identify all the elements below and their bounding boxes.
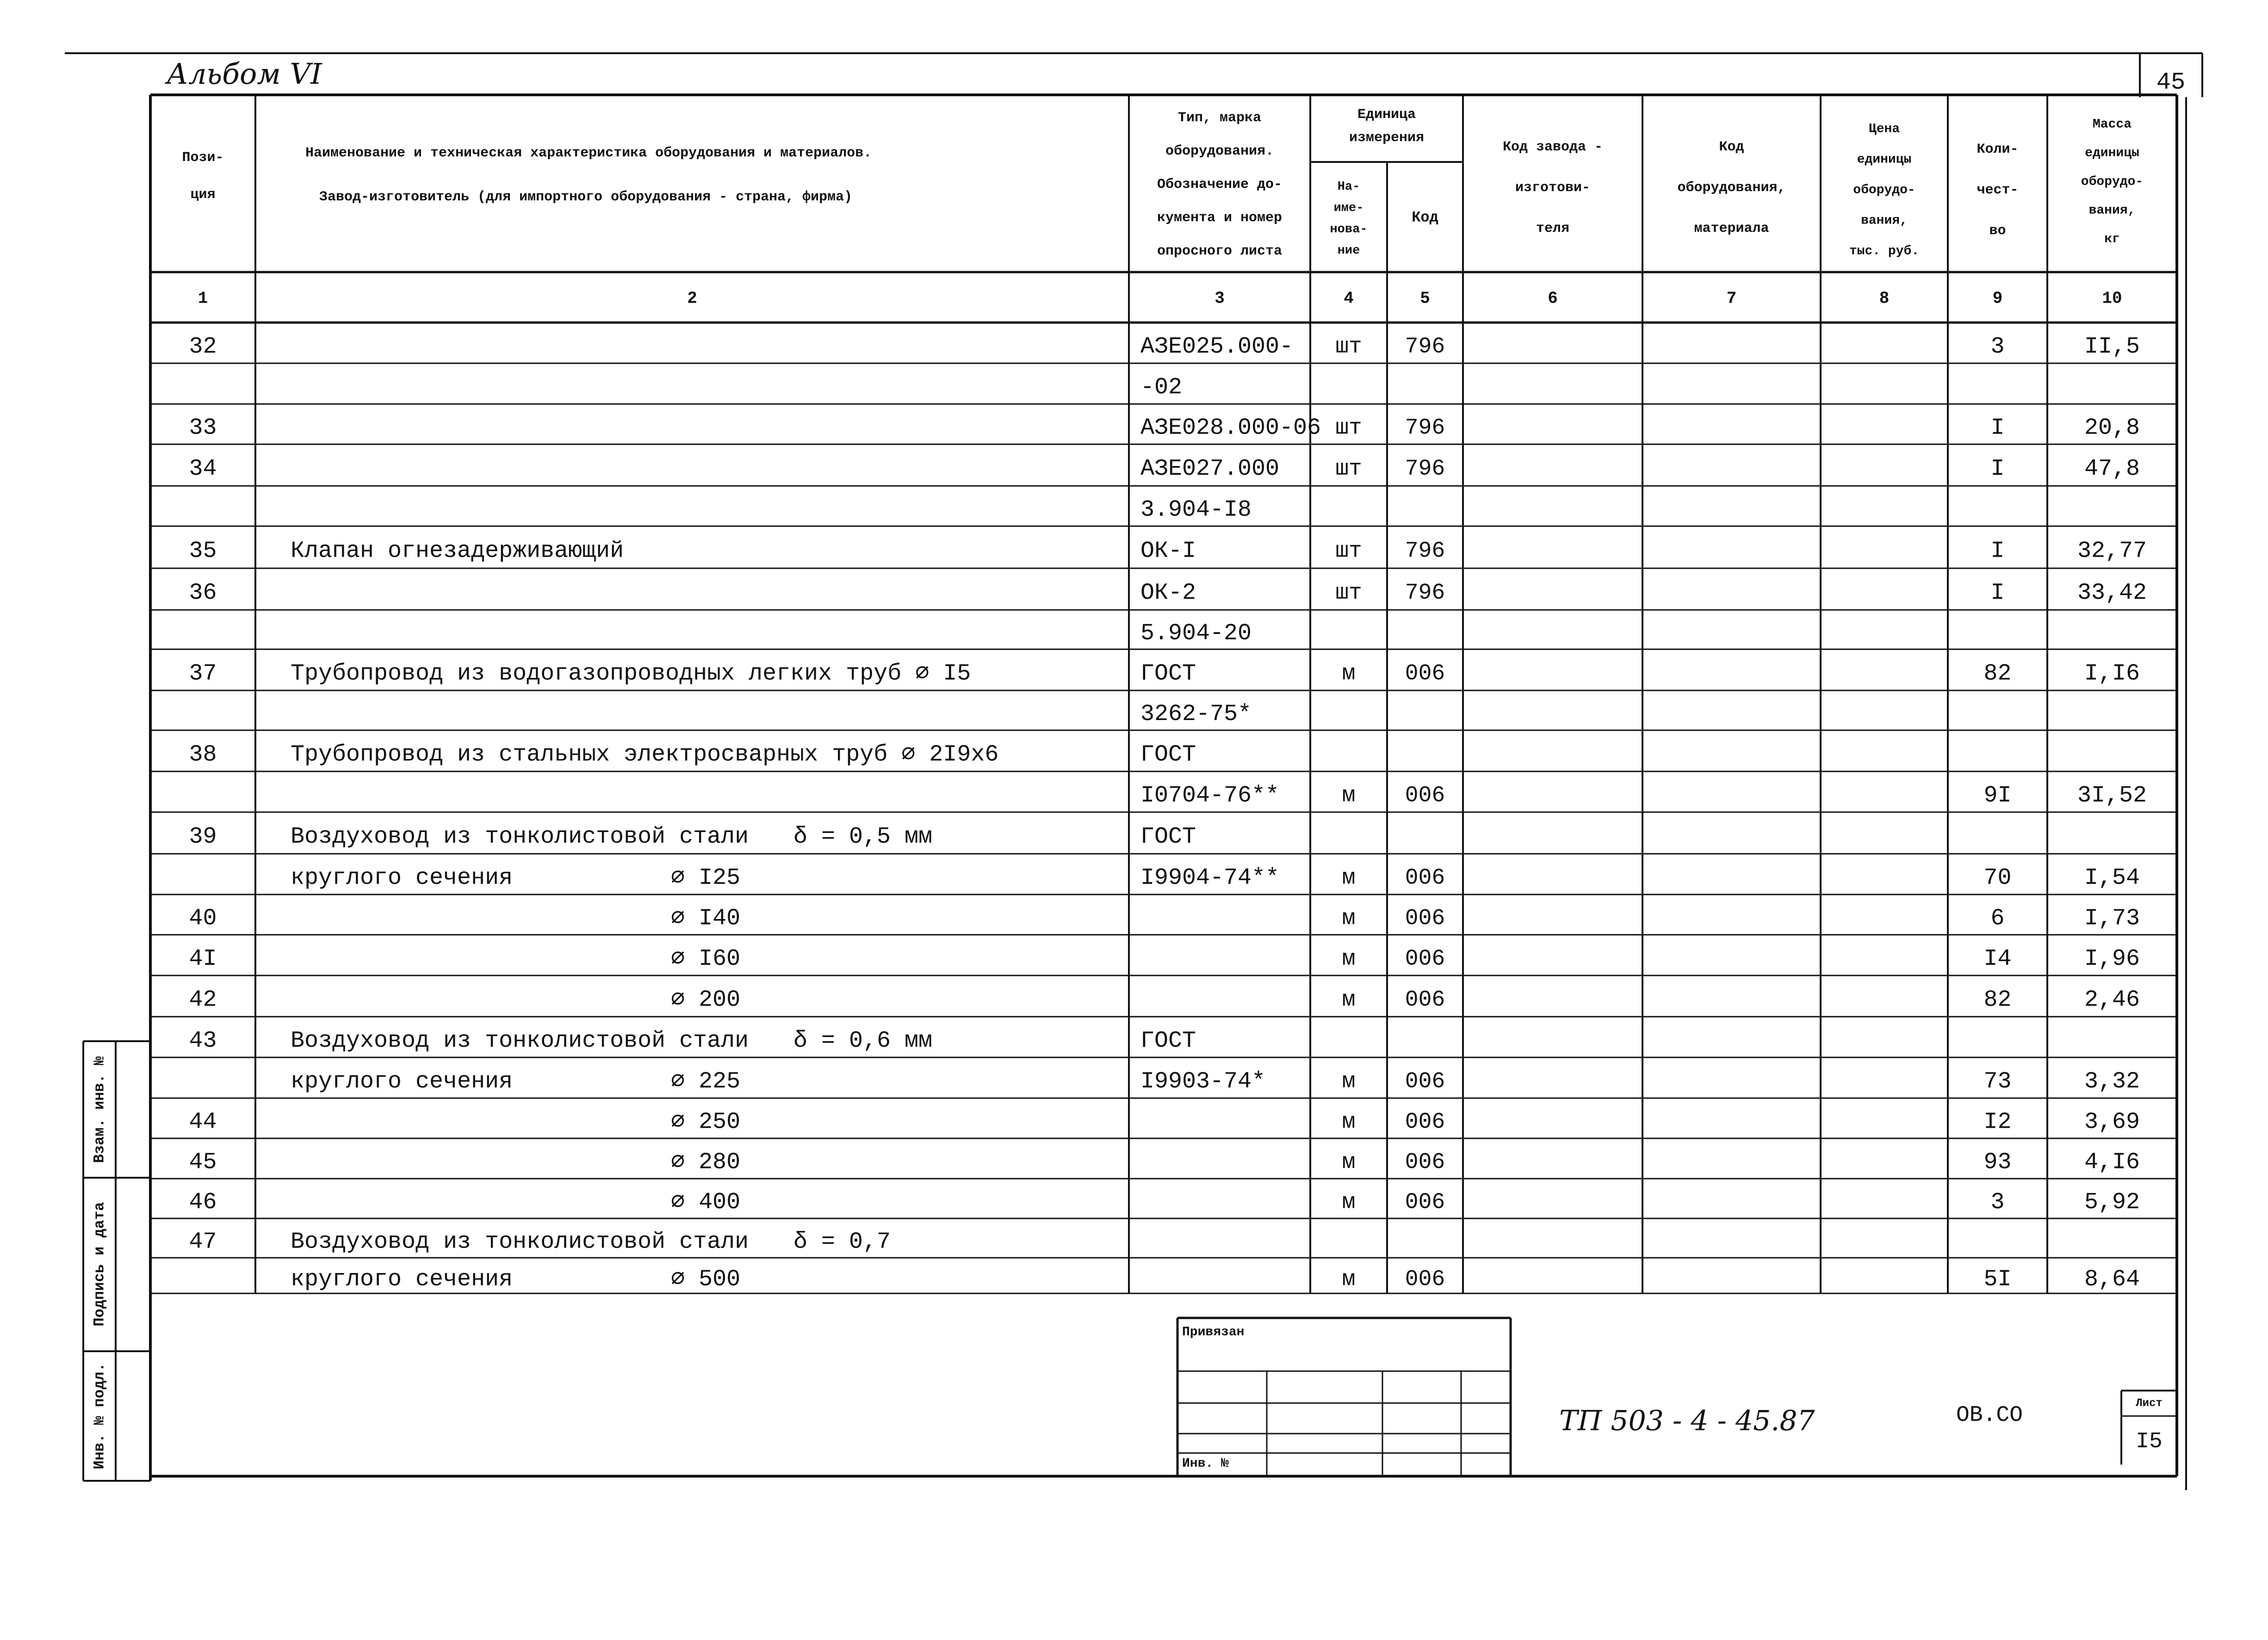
row-unit-code: 796: [1405, 539, 1445, 564]
header-c10: единицы: [2085, 146, 2139, 161]
row-name: Трубопровод из водогазопроводных легких труб ⌀ I5: [291, 660, 971, 687]
header-c3: Обозначение до-: [1157, 176, 1283, 193]
sheet-number: I5: [2136, 1429, 2163, 1454]
row-type: I9904-74**: [1140, 865, 1280, 892]
row-name: Трубопровод из стальных электросварных труб ⌀ 2I9x6: [291, 741, 999, 768]
column-number: 7: [1726, 289, 1737, 308]
column-number: 6: [1548, 289, 1558, 308]
document-mark: ОВ.СО: [1956, 1403, 2023, 1428]
header-c6: теля: [1536, 220, 1570, 236]
row-quantity: 3: [1990, 334, 2005, 360]
row-unit: м: [1342, 661, 1356, 687]
header-c4: ние: [1337, 244, 1360, 258]
row-type: ГОСТ: [1140, 660, 1196, 687]
row-unit-code: 006: [1405, 1110, 1445, 1135]
row-name: Воздуховод из тонколистовой стали: [291, 1229, 749, 1255]
row-type: I0704-76**: [1140, 783, 1280, 809]
row-quantity: 73: [1983, 1068, 2012, 1095]
header-c4: На-: [1337, 180, 1360, 194]
row-unit: м: [1342, 988, 1356, 1013]
sheet-text: [91, 57, 2185, 1471]
row-quantity: I4: [1983, 946, 2012, 973]
row-position: 39: [189, 824, 217, 851]
header-c8: вания,: [1861, 213, 1908, 228]
row-spec: δ = 0,7: [793, 1229, 891, 1255]
header-c3: опросного листа: [1157, 243, 1283, 259]
column-number: 5: [1420, 289, 1430, 308]
row-quantity: 9I: [1983, 783, 2012, 809]
header-c3: кумента и номер: [1157, 210, 1283, 226]
row-unit: шт: [1335, 456, 1362, 482]
row-position: 43: [189, 1028, 217, 1055]
row-unit-code: 006: [1405, 946, 1445, 972]
header-c5: Код: [1412, 209, 1438, 226]
row-mass: I,54: [2084, 865, 2140, 892]
column-number: 8: [1879, 289, 1890, 308]
row-name: Воздуховод из тонколистовой стали: [291, 824, 749, 851]
row-position: 44: [189, 1109, 217, 1136]
row-mass: II,5: [2084, 334, 2140, 360]
row-unit: м: [1342, 1150, 1356, 1175]
row-unit-code: 006: [1405, 783, 1445, 808]
row-quantity: 6: [1990, 905, 2005, 932]
row-position: 46: [189, 1189, 217, 1216]
row-spec: ⌀ 250: [671, 1109, 741, 1136]
row-position: 45: [189, 1149, 217, 1176]
header-c7: оборудования,: [1677, 180, 1786, 196]
header-c9: чест-: [1977, 182, 2019, 198]
row-name: Воздуховод из тонколистовой стали: [291, 1028, 749, 1055]
column-number: 9: [1992, 289, 2003, 308]
row-quantity: 5I: [1983, 1266, 2012, 1293]
row-position: 4I: [189, 946, 217, 973]
row-mass: 32,77: [2077, 538, 2147, 565]
row-type: ГОСТ: [1140, 741, 1196, 768]
row-unit: шт: [1335, 334, 1362, 360]
row-unit-code: 006: [1405, 865, 1445, 891]
row-type: 3262-75*: [1140, 701, 1252, 728]
row-position: 36: [189, 580, 217, 607]
row-unit-code: 796: [1405, 580, 1445, 606]
header-c8: единицы: [1857, 152, 1912, 167]
row-unit: м: [1342, 946, 1356, 972]
row-quantity: 82: [1983, 987, 2012, 1013]
row-spec: ⌀ 400: [671, 1189, 741, 1216]
row-unit-code: 006: [1405, 1150, 1445, 1175]
row-unit: шт: [1335, 539, 1362, 564]
row-mass: 47,8: [2084, 456, 2140, 483]
row-spec: ⌀ 500: [671, 1266, 741, 1293]
row-unit: м: [1342, 1110, 1356, 1135]
row-spec: ⌀ I60: [671, 946, 741, 973]
row-unit: м: [1342, 906, 1356, 932]
row-mass: I,73: [2084, 905, 2140, 932]
bound-inv-label: Инв. №: [1182, 1456, 1229, 1471]
page-number: 45: [2156, 68, 2186, 96]
row-spec: ⌀ 225: [671, 1068, 741, 1095]
row-type: ГОСТ: [1140, 824, 1196, 851]
row-name: Клапан огнезадерживающий: [291, 538, 624, 565]
row-unit: м: [1342, 1069, 1356, 1094]
header-c10: кг: [2104, 232, 2120, 247]
header-c8: тыс. руб.: [1849, 244, 1920, 259]
row-unit-code: 796: [1405, 456, 1445, 482]
side-signature-date: Подпись и дата: [91, 1202, 108, 1327]
row-unit-code: 006: [1405, 1190, 1445, 1215]
row-type: АЗЕ025.000-: [1140, 334, 1294, 360]
row-mass: 4,I6: [2084, 1149, 2140, 1176]
header-c45_group: Единица: [1357, 106, 1416, 123]
header-c3: оборудования.: [1165, 143, 1274, 159]
row-mass: I,96: [2084, 946, 2140, 973]
row-quantity: I2: [1983, 1109, 2012, 1136]
row-unit: м: [1342, 783, 1356, 808]
row-unit: м: [1342, 865, 1356, 891]
column-number: 4: [1344, 289, 1354, 308]
row-unit-code: 796: [1405, 334, 1445, 360]
header-c4: нова-: [1330, 223, 1368, 237]
row-position: 47: [189, 1229, 217, 1255]
row-quantity: 70: [1983, 865, 2012, 892]
row-spec: ⌀ 280: [671, 1149, 741, 1176]
row-mass: 3,32: [2084, 1068, 2140, 1095]
row-mass: 8,64: [2084, 1266, 2140, 1293]
header-c10: оборудо-: [2081, 174, 2144, 189]
header-c8: Цена: [1868, 122, 1900, 137]
header-c1: ция: [190, 186, 216, 203]
row-unit-code: 006: [1405, 988, 1445, 1013]
header-c4: име-: [1333, 201, 1364, 216]
header-c6: изготови-: [1515, 180, 1591, 196]
column-number: 10: [2102, 289, 2122, 308]
row-quantity: I: [1990, 415, 2005, 441]
row-type: АЗЕ027.000: [1140, 456, 1280, 483]
row-name: круглого сечения: [291, 865, 513, 892]
header-c3: Тип, марка: [1177, 110, 1262, 126]
row-type: ОК-I: [1140, 538, 1196, 565]
header-c10: Масса: [2092, 117, 2132, 132]
row-mass: 5,92: [2084, 1189, 2140, 1216]
column-number: 2: [687, 289, 697, 308]
row-name: круглого сечения: [291, 1266, 513, 1293]
row-name: круглого сечения: [291, 1068, 513, 1095]
row-position: 32: [189, 334, 217, 360]
row-unit-code: 006: [1405, 1069, 1445, 1094]
side-inv-replaced: Взам. инв. №: [91, 1056, 108, 1163]
header-c7: Код: [1719, 139, 1744, 155]
row-mass: 20,8: [2084, 415, 2140, 441]
row-quantity: 93: [1983, 1149, 2012, 1176]
row-mass: 2,46: [2084, 987, 2140, 1013]
row-unit-code: 006: [1405, 1267, 1445, 1292]
row-position: 40: [189, 905, 217, 932]
row-quantity: 82: [1983, 660, 2012, 687]
row-position: 35: [189, 538, 217, 565]
header-c9: Коли-: [1977, 141, 2019, 157]
header-c10: вания,: [2088, 203, 2136, 218]
row-quantity: I: [1990, 580, 2005, 607]
row-type: -02: [1140, 374, 1183, 401]
row-type: 3.904-I8: [1140, 497, 1252, 523]
header-c45_group: измерения: [1349, 130, 1425, 146]
row-spec: ⌀ I25: [671, 865, 741, 892]
header-c1: Пози-: [182, 149, 224, 166]
row-position: 37: [189, 660, 217, 687]
header-c6: Код завода -: [1502, 139, 1603, 155]
row-type: АЗЕ028.000-06: [1140, 415, 1321, 441]
row-type: 5.904-20: [1140, 620, 1252, 647]
header-c2: Наименование и техническая характеристика оборудования и материалов.: [305, 145, 872, 161]
row-position: 42: [189, 987, 217, 1013]
row-quantity: I: [1990, 538, 2005, 565]
row-spec: δ = 0,6 мм: [793, 1028, 933, 1055]
row-mass: 3,69: [2084, 1109, 2140, 1136]
row-unit: шт: [1335, 416, 1362, 441]
row-mass: 33,42: [2077, 580, 2147, 607]
row-unit: м: [1342, 1190, 1356, 1215]
header-c9: во: [1989, 223, 2006, 239]
row-unit-code: 796: [1405, 416, 1445, 441]
row-type: ГОСТ: [1140, 1028, 1196, 1055]
header-c8: оборудо-: [1853, 183, 1915, 198]
row-unit: м: [1342, 1267, 1356, 1292]
column-number: 3: [1215, 289, 1225, 308]
row-spec: ⌀ 200: [671, 987, 741, 1013]
row-type: I9903-74*: [1140, 1068, 1266, 1095]
row-position: 38: [189, 741, 217, 768]
header-c2: Завод-изготовитель (для импортного оборудования - страна, фирма): [319, 189, 853, 205]
row-position: 34: [189, 456, 217, 483]
row-unit-code: 006: [1405, 906, 1445, 932]
row-mass: I,I6: [2084, 660, 2140, 687]
document-code: ТП 503 - 4 - 45.87: [1559, 1404, 1815, 1437]
row-quantity: 3: [1990, 1189, 2005, 1216]
row-unit-code: 006: [1405, 661, 1445, 687]
row-quantity: I: [1990, 456, 2005, 483]
row-unit: шт: [1335, 580, 1362, 606]
sheet-label: Лист: [2136, 1397, 2163, 1410]
row-type: ОК-2: [1140, 580, 1196, 607]
row-mass: 3I,52: [2077, 783, 2147, 809]
bound-label: Привязан: [1182, 1325, 1245, 1340]
row-spec: δ = 0,5 мм: [793, 824, 933, 851]
side-inv-original: Инв. № подл.: [91, 1362, 108, 1470]
header-c7: материала: [1694, 220, 1769, 236]
album-label: Альбом VI: [167, 57, 322, 91]
row-position: 33: [189, 415, 217, 441]
column-number: 1: [198, 289, 208, 308]
row-spec: ⌀ I40: [671, 905, 741, 932]
